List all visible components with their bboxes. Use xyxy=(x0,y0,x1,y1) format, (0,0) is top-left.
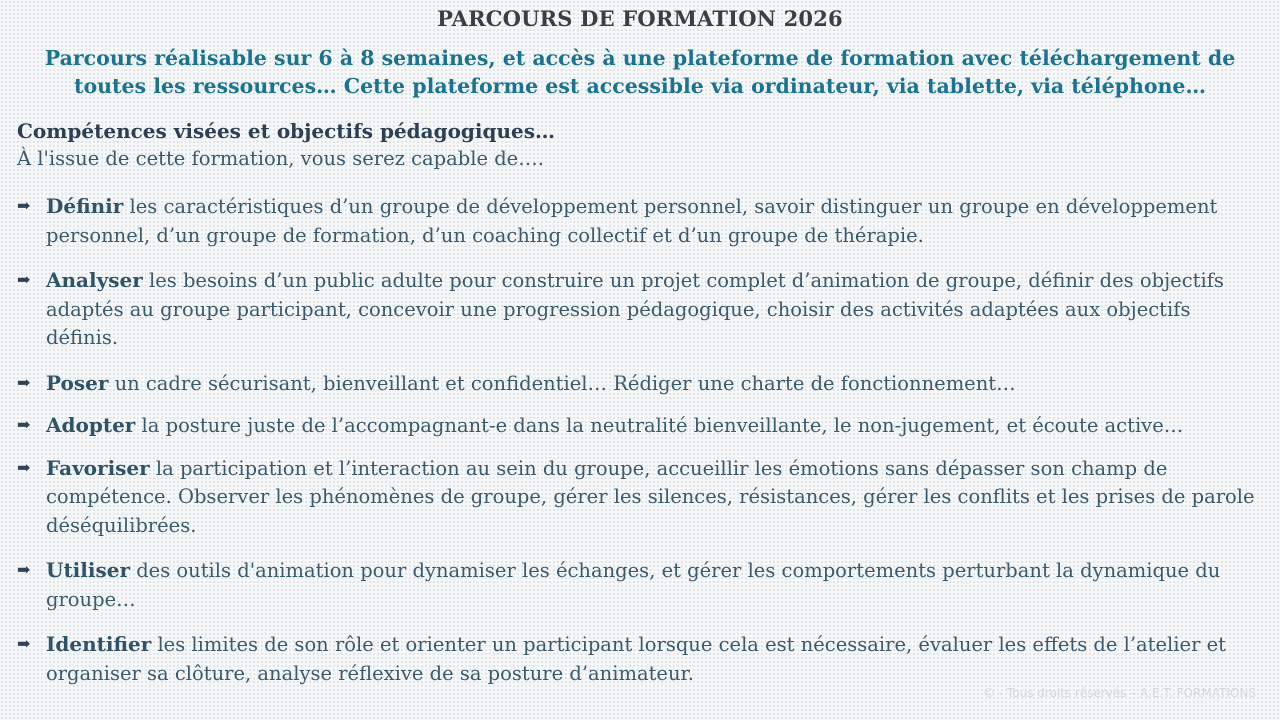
objective-text: la participation et l’interaction au sein du groupe, accueillir les émotions sans dépasser son champ de compétence. Observer les phénomènes de groupe, gérer les silences, résistances, gérer les conflits et les prises de parole déséquilibrées. xyxy=(46,456,1255,537)
page-title: PARCOURS DE FORMATION 2026 xyxy=(437,6,843,31)
arrow-right-icon: ➡ xyxy=(17,457,31,477)
objective-verb: Poser xyxy=(46,370,109,395)
arrow-right-icon: ➡ xyxy=(17,196,31,215)
objective-item xyxy=(17,192,1257,250)
objective-item xyxy=(17,411,1257,441)
objective-verb: Utiliser xyxy=(46,558,130,582)
objective-verb: Analyser xyxy=(46,268,143,292)
objective-item xyxy=(17,369,1257,399)
objective-item xyxy=(17,630,1257,688)
objective-verb: Favoriser xyxy=(46,455,150,480)
arrow-right-icon: ➡ xyxy=(17,415,31,434)
objective-text: la posture juste de l’accompagnant-e dans la neutralité bienveillante, le non-jugement, et écoute active… xyxy=(135,414,1184,437)
objective-text: les besoins d’un public adulte pour construire un projet complet d’animation de groupe, définir des objectifs adaptés au groupe participant, concevoir une progression pédagogique, choisir des activités adaptées aux objectifs définis. xyxy=(46,269,1224,349)
section-intro: À l'issue de cette formation, vous serez capable de…. xyxy=(17,147,544,170)
objective-text: un cadre sécurisant, bienveillant et confidentiel… Rédiger une charte de fonctionnement… xyxy=(108,371,1016,395)
objective-item xyxy=(17,556,1257,614)
objectives-list xyxy=(17,192,1257,688)
objective-text: les caractéristiques d’un groupe de développement personnel, savoir distinguer un groupe en développement personnel, d’un groupe de formation, d’un coaching collectif et d’un groupe de thérapie. xyxy=(46,195,1218,247)
section-heading: Compétences visées et objectifs pédagogiques… xyxy=(17,119,556,143)
copyright-footer: © - Tous droits réservés – A.E.T. FORMATIONS xyxy=(983,686,1256,700)
objective-verb: Adopter xyxy=(46,413,136,437)
objective-verb: Définir xyxy=(46,194,124,218)
objective-item xyxy=(17,266,1257,353)
objective-text: les limites de son rôle et orienter un participant lorsque cela est nécessaire, évaluer les effets de l’atelier et organiser sa clôture, analyse réflexive de sa posture d’animateur. xyxy=(46,633,1226,685)
arrow-right-icon: ➡ xyxy=(17,634,31,653)
objective-item xyxy=(17,454,1257,541)
arrow-right-icon: ➡ xyxy=(17,372,31,392)
arrow-right-icon: ➡ xyxy=(17,270,31,289)
objective-text: des outils d'animation pour dynamiser les échanges, et gérer les comportements perturbant la dynamique du groupe… xyxy=(46,559,1221,611)
arrow-right-icon: ➡ xyxy=(17,560,31,579)
page-subtitle: Parcours réalisable sur 6 à 8 semaines, et accès à une plateforme de formation avec téléchargement de toutes les ressources… Cette plateforme est accessible via ordinateur, via tablette, via téléphone… xyxy=(44,46,1236,98)
objective-verb: Identifier xyxy=(46,632,152,656)
